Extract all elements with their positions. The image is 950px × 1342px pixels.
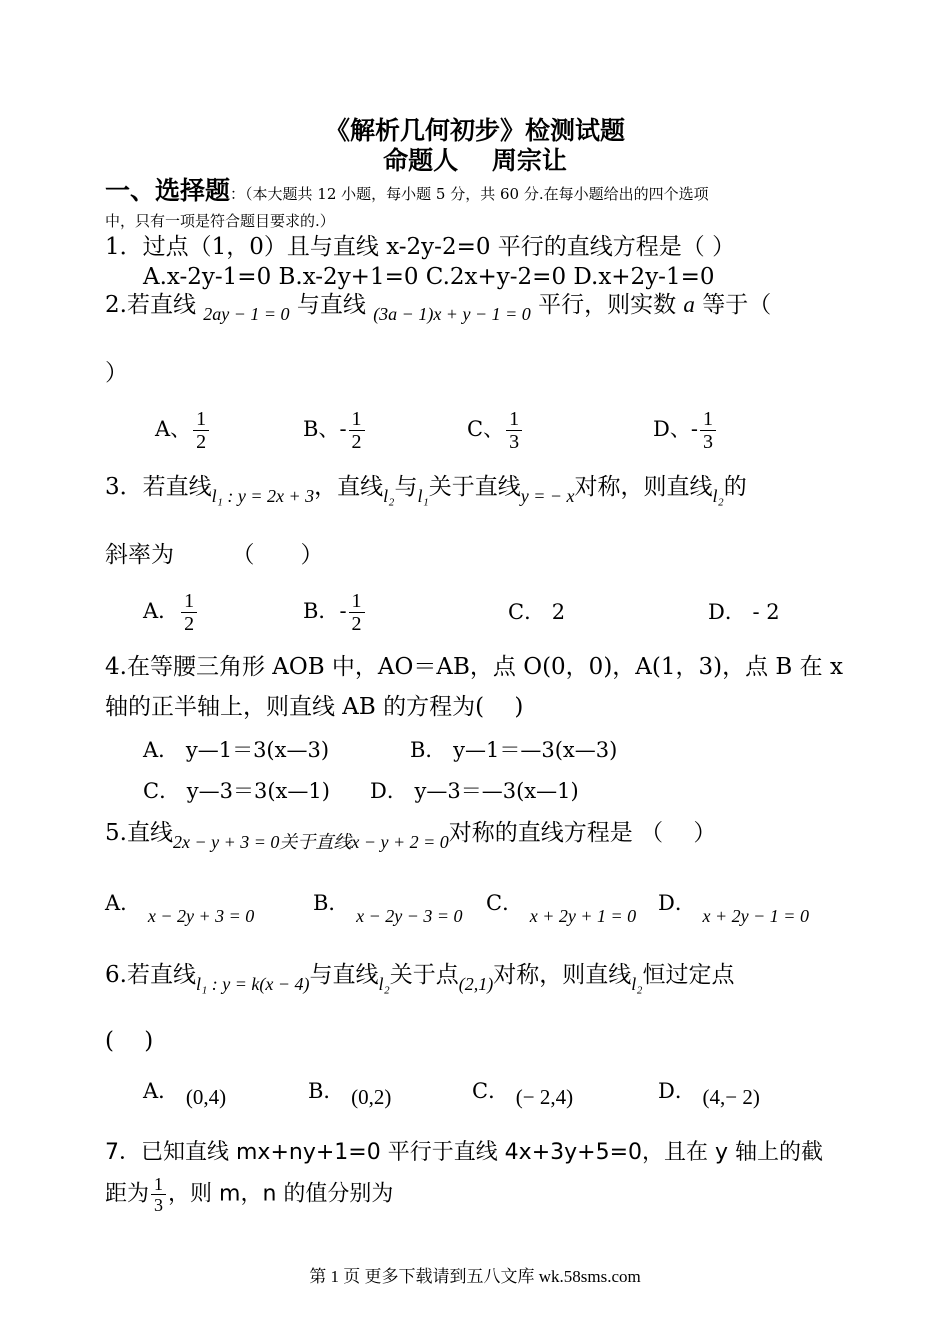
q5-option-c	[486, 888, 637, 926]
option-label: A、	[155, 417, 192, 441]
q6-text: 恒过定点	[642, 962, 735, 988]
q1-options: A.x-2y-1=0 B.x-2y+1=0 C.2x+y-2=0 D.x+2y-1=0	[143, 264, 715, 290]
option-label: B．	[308, 1079, 345, 1103]
denominator: 2	[351, 613, 362, 635]
option-point: (− 2,4)	[515, 1085, 574, 1109]
q3-text: 关于直线	[428, 474, 521, 500]
q5-option-b	[313, 888, 463, 926]
q7-text: ，则 m，n 的值分别为	[168, 1181, 394, 1207]
option-label: B．	[303, 599, 340, 623]
option-sign: -	[339, 599, 347, 623]
option-label: D．	[658, 891, 696, 915]
q6-line1-equation: l₁ : y = k(x − 4)	[195, 974, 310, 994]
q3-line2-symbol: l₂	[712, 486, 724, 506]
denominator: 3	[509, 431, 520, 453]
q2-line1-equation: 2ay − 1 = 0	[203, 304, 290, 324]
option-point: (0,2)	[351, 1085, 392, 1109]
option-label: D、	[653, 417, 691, 441]
q6-option-b	[308, 1076, 392, 1109]
numerator: 1	[506, 408, 522, 431]
q7-stem-continued	[105, 1174, 393, 1215]
numerator: 1	[349, 590, 365, 613]
fraction	[193, 408, 209, 453]
q2-line2-equation: (3a − 1)x + y − 1 = 0	[373, 304, 531, 324]
q3-option-a	[143, 590, 199, 635]
option-label: B．	[313, 891, 350, 915]
q3-stem	[105, 472, 747, 506]
q4-option-b: B． y—1＝—3(x—3)	[410, 738, 618, 762]
q4-option-d: D． y—3＝—3(x—1)	[370, 779, 579, 803]
denominator: 2	[351, 431, 362, 453]
q6-line2-symbol: l₂	[378, 974, 390, 994]
q3-text: 与	[394, 474, 418, 500]
option-label: A．	[105, 891, 142, 915]
q4-stem-continued: 轴的正半轴上，则直线 AB 的方程为( )	[105, 694, 524, 720]
fraction	[700, 408, 716, 453]
q4-stem: 4.在等腰三角形 AOB 中，AO＝AB，点 O(0，0)，A(1，3)，点 B 在 x	[105, 654, 843, 680]
q6-text: 对称，则直线	[493, 962, 632, 988]
q2-text: 与直线	[296, 292, 366, 318]
numerator: 1	[181, 590, 197, 613]
section-note-continued: 中，只有一项是符合题目要求的.）	[105, 212, 335, 230]
section-title: 一、选择题	[105, 176, 231, 205]
q3-text: 对称，则直线	[574, 474, 713, 500]
q2-option-a	[155, 408, 211, 453]
q3-stem-continued: 斜率为 （ ）	[105, 542, 324, 568]
numerator: 1	[349, 408, 365, 431]
q5-equations: 2x − y + 3 = 0关于直线x − y + 2 = 0	[172, 832, 449, 852]
q2-text: 2.若直线	[105, 292, 196, 318]
option-label: C．	[486, 891, 524, 915]
option-point: (4,− 2)	[702, 1085, 760, 1109]
numerator: 1	[151, 1174, 166, 1195]
q2-text: 平行，则实数	[538, 292, 677, 318]
q2-variable: a	[683, 292, 695, 317]
q5-option-a	[105, 888, 255, 926]
q2-text: 等于（	[702, 292, 772, 318]
q1-stem: 1．过点（1，0）且与直线 x-2y-2=0 平行的直线方程是（ ）	[105, 234, 736, 260]
fraction	[151, 1174, 166, 1215]
option-label: C．	[472, 1079, 510, 1103]
q6-option-c	[472, 1076, 574, 1109]
numerator: 1	[700, 408, 716, 431]
q5-stem	[105, 818, 717, 852]
q2-option-c	[467, 408, 524, 453]
q3-text: 的	[723, 474, 747, 500]
q3-line1-equation: l₁ : y = 2x + 3	[211, 486, 315, 506]
option-label: A．	[143, 1079, 180, 1103]
q3-line2-symbol: l₂	[383, 486, 395, 506]
option-equation: x + 2y − 1 = 0	[702, 906, 809, 926]
fraction	[349, 408, 365, 453]
denominator: 2	[184, 613, 195, 635]
option-label: B、	[303, 417, 340, 441]
q6-line2-symbol: l₂	[631, 974, 643, 994]
option-sign: -	[690, 417, 698, 441]
q3-line1-symbol: l₁	[417, 486, 429, 506]
option-equation: x + 2y + 1 = 0	[529, 906, 637, 926]
fraction	[349, 590, 365, 635]
q2-option-d	[653, 408, 718, 453]
option-label: A．	[143, 599, 180, 623]
option-point: (0,4)	[185, 1085, 227, 1109]
q4-option-c: C． y—3＝3(x—1)	[143, 779, 330, 803]
q6-paren: ( )	[105, 1028, 154, 1054]
q3-axis-equation: y = − x	[520, 486, 575, 506]
q3-text: ，直线	[314, 474, 384, 500]
page-footer: 第 1 页 更多下载请到五八文库 wk.58sms.com	[309, 1267, 641, 1286]
q5-option-d	[658, 888, 809, 926]
q2-paren-close: ）	[105, 360, 128, 386]
q4-option-a: A． y—1＝3(x—3)	[143, 738, 330, 762]
fraction	[506, 408, 522, 453]
q5-text: 5.直线	[105, 820, 173, 846]
q6-text: 与直线	[309, 962, 379, 988]
q3-option-c: C． 2	[508, 600, 566, 624]
q3-text: 3．若直线	[105, 474, 212, 500]
q6-point: (2,1)	[458, 974, 494, 994]
q6-text: 6.若直线	[105, 962, 196, 988]
q6-text: 关于点	[389, 962, 459, 988]
q6-stem	[105, 960, 735, 994]
q6-option-a	[143, 1076, 227, 1109]
option-equation: x − 2y + 3 = 0	[147, 906, 255, 926]
denominator: 3	[154, 1195, 164, 1215]
option-equation: x − 2y − 3 = 0	[356, 906, 463, 926]
author-line: 命题人 周宗让	[383, 146, 567, 175]
section-heading	[105, 176, 709, 209]
fraction	[181, 590, 197, 635]
section-note: ：（本大题共 12 小题，每小题 5 分，共 60 分.在每小题给出的四个选项	[230, 185, 709, 203]
option-label: C、	[467, 417, 505, 441]
option-sign: -	[339, 417, 347, 441]
denominator: 3	[702, 431, 713, 453]
option-label: D．	[658, 1079, 696, 1103]
q5-text: 对称的直线方程是 （ ）	[448, 820, 717, 846]
q3-option-d: D． - 2	[708, 600, 780, 624]
q7-stem: 7．已知直线 mx+ny+1=0 平行于直线 4x+3y+5=0，且在 y 轴上的截	[105, 1140, 824, 1165]
q7-text: 距为	[105, 1181, 150, 1207]
q2-option-b	[303, 408, 367, 453]
denominator: 2	[196, 431, 207, 453]
q6-option-d	[658, 1076, 760, 1109]
numerator: 1	[193, 408, 209, 431]
q2-stem	[105, 290, 772, 324]
q3-option-b	[303, 590, 367, 635]
document-title: 《解析几何初步》检测试题	[324, 116, 625, 145]
